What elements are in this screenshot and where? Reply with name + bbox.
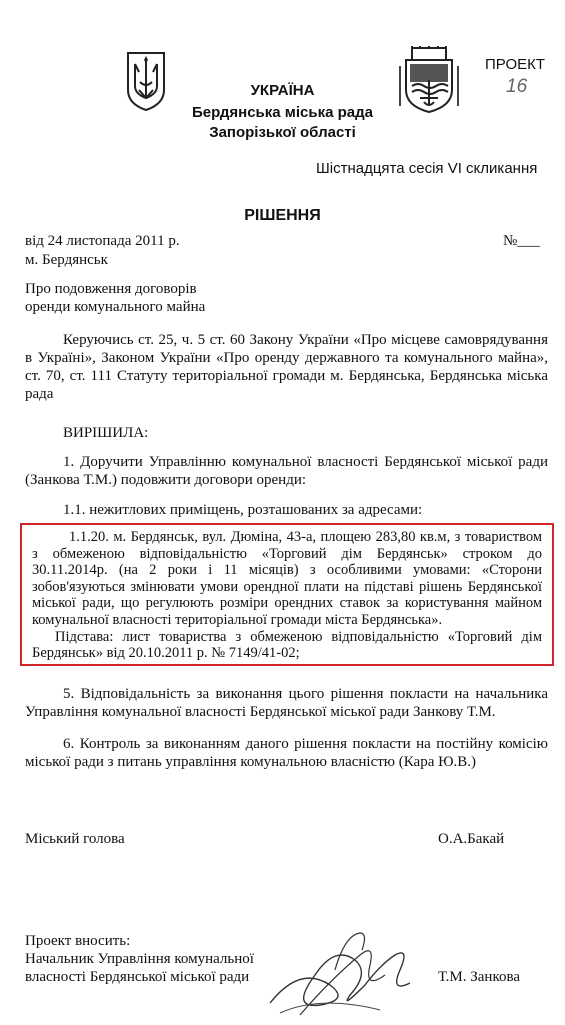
decision-subject xyxy=(25,280,205,316)
item-6 xyxy=(25,735,548,771)
mayor-title: Міський голова xyxy=(25,831,125,847)
submitter-line: Начальник Управління комунальної xyxy=(25,951,254,967)
submitter-line: Проект вносить: xyxy=(25,933,131,949)
coat-of-arms-ukraine-icon xyxy=(125,50,167,112)
country-name: УКРАЇНА xyxy=(250,82,315,99)
submitter-name: Т.М. Занкова xyxy=(438,969,521,985)
item-5 xyxy=(25,685,548,721)
preamble-line: Керуючись ст. 25, ч. 5 ст. 60 Закону України «Про місцеве самоврядування xyxy=(63,332,548,348)
item-5-line: Управління комунальної власності Бердянської міської ради Занкову Т.М. xyxy=(25,704,496,720)
decision-title: РІШЕННЯ xyxy=(244,207,321,224)
highlight-line: з обмеженою відповідальністю «Торговий дім Бердянськ» строком до xyxy=(32,545,542,562)
decision-date: від 24 листопада 2011 р. xyxy=(25,233,180,249)
item-1-1-20 xyxy=(32,529,542,662)
subject-line: оренди комунального майна xyxy=(25,299,206,315)
highlight-line: зобов'язуються змінювати умови орендної плати на підставі рішень Бердянської xyxy=(32,578,542,595)
preamble-line: в Україні», Законом України «Про оренду державного та комунального майна», xyxy=(25,350,548,366)
subject-line: Про подовження договорів xyxy=(25,281,197,297)
resolved-heading: ВИРІШИЛА: xyxy=(63,425,149,441)
session-line: Шістнадцята сесія VI скликання xyxy=(316,160,538,177)
item-1-line: 1. Доручити Управлінню комунальної власності Бердянської міської ради xyxy=(63,454,548,470)
item-6-line: 6. Контроль за виконанням даного рішення покласти на постійну комісію xyxy=(63,736,548,752)
preamble-paragraph xyxy=(25,331,548,403)
item-5-line: 5. Відповідальність за виконання цього рішення покласти на начальника xyxy=(63,686,548,702)
preamble-line: рада xyxy=(25,386,54,402)
decision-number: №___ xyxy=(503,233,540,249)
highlight-line: комунальної власності територіальної громади міста Бердянська». xyxy=(32,611,443,628)
decision-city: м. Бердянськ xyxy=(25,252,108,268)
project-number: 16 xyxy=(506,76,528,97)
highlight-line: 30.11.2014р. (на 2 роки і 11 місяців) з особливими умовами: «Сторони xyxy=(32,562,542,579)
submitter-line: власності Бердянської міської ради xyxy=(25,969,250,985)
highlight-line: Підстава: лист товариства з обмеженою відповідальністю «Торговий дім xyxy=(55,628,542,645)
project-label: ПРОЕКТ xyxy=(485,56,546,73)
highlight-line: 1.1.20. м. Бердянськ, вул. Дюміна, 43-а, площею 283,80 кв.м, з товариством xyxy=(69,529,542,545)
region-name: Запорізької області xyxy=(209,124,356,141)
item-1-1: 1.1. нежитлових приміщень, розташованих за адресами: xyxy=(63,502,423,518)
item-1-line: (Занкова Т.М.) подовжити договори оренди: xyxy=(25,472,307,488)
highlight-line: Бердянськ» від 20.10.2011 р. № 7149/41-02; xyxy=(32,645,300,662)
handwritten-signature xyxy=(260,925,420,1020)
council-name: Бердянська міська рада xyxy=(191,104,374,121)
item-6-line: міської ради з питань управління комунальною власністю (Кара Ю.В.) xyxy=(25,754,477,770)
highlight-line: міської ради, що регулюють розміри орендних ставок за користування майном xyxy=(32,595,542,612)
preamble-line: ст. 70, ст. 111 Статуту територіальної громади м. Бердянська, Бердянська міська xyxy=(25,368,548,384)
item-1 xyxy=(25,453,548,489)
submitter-block xyxy=(25,932,254,986)
mayor-name: О.А.Бакай xyxy=(438,831,505,847)
